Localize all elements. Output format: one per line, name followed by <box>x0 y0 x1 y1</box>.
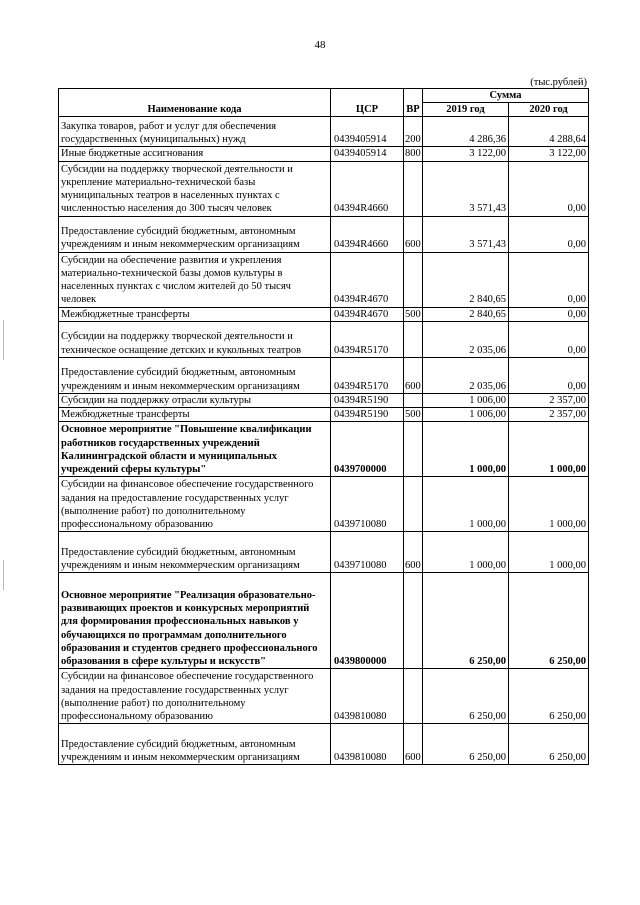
row-vr-cell: 800 <box>405 148 421 160</box>
row-csr-cell: 0439810080 <box>331 724 404 765</box>
table-row <box>59 393 589 407</box>
row-2020-value: 3 122,00 <box>509 147 589 161</box>
row-name-cell: Субсидии на финансовое обеспечение государственного задания на предоставление государственных услуг (выполнение работ) по дополнительному профессиональному образованию <box>59 477 331 532</box>
row-2019-value: 2 840,65 <box>423 307 509 321</box>
row-2019-value: 6 250,00 <box>423 573 509 669</box>
row-name-cell: Межбюджетные трансферты <box>59 408 331 422</box>
row-2020-value: 0,00 <box>509 321 589 357</box>
row-2020-value: 1 000,00 <box>509 422 589 477</box>
table-row <box>59 408 589 422</box>
row-name-cell: Предоставление субсидий бюджетным, автономным учреждениям и иным некоммерческим организациям <box>59 532 331 573</box>
row-vr-cell: 600 <box>404 216 423 252</box>
row-2020-value: 1 000,00 <box>509 532 589 573</box>
table-row <box>59 573 589 669</box>
header-csr: ЦСР <box>331 89 404 117</box>
row-2020-value: 6 250,00 <box>509 573 589 669</box>
row-name-cell: Субсидии на поддержку творческой деятельности и техническое оснащение детских и кукольных театров <box>59 321 331 357</box>
row-vr-cell <box>404 393 423 407</box>
row-2019-value: 1 000,00 <box>423 532 509 573</box>
row-csr-cell: 0439800000 <box>331 573 404 669</box>
row-2019-value: 1 006,00 <box>423 393 509 407</box>
row-2019-value: 6 250,00 <box>423 724 509 765</box>
header-sum: Сумма <box>423 89 589 103</box>
row-vr-cell <box>404 422 423 477</box>
table-row <box>59 147 589 161</box>
row-2019-value: 2 035,06 <box>423 357 509 393</box>
row-csr-cell: 0439810080 <box>331 669 404 724</box>
row-2020-value: 6 250,00 <box>509 669 589 724</box>
row-vr-cell: 600 <box>404 357 423 393</box>
row-name-cell: Межбюджетные трансферты <box>59 307 331 321</box>
row-2019-value: 1 006,00 <box>423 408 509 422</box>
binding-margin-mark <box>3 560 4 590</box>
row-vr-cell: 500 <box>405 308 421 320</box>
row-2020-value: 0,00 <box>509 307 589 321</box>
table-row <box>59 532 589 573</box>
row-vr-cell <box>404 669 423 724</box>
row-csr-cell: 0439710080 <box>331 532 404 573</box>
row-vr-cell: 200 <box>404 117 423 147</box>
table-row <box>59 669 589 724</box>
table-row <box>59 216 589 252</box>
header-vr: ВР <box>404 89 423 117</box>
table-row <box>59 117 589 147</box>
row-csr-cell: 04394R4670 <box>331 252 404 307</box>
table-row <box>59 252 589 307</box>
row-2020-value: 6 250,00 <box>509 724 589 765</box>
row-2020-value: 0,00 <box>509 161 589 216</box>
table-row <box>59 307 589 321</box>
row-name-cell: Субсидии на обеспечение развития и укрепления материально-технической базы домов культуры в населенных пунктах с числом жителей до 50 тысяч человек <box>59 252 331 307</box>
row-csr-cell: 04394R5170 <box>331 357 404 393</box>
budget-table <box>58 88 589 765</box>
table-row <box>59 477 589 532</box>
row-vr-cell <box>404 573 423 669</box>
row-vr-cell <box>404 252 423 307</box>
row-name-cell: Иные бюджетные ассигнования <box>59 147 331 161</box>
row-csr-cell: 04394R5190 <box>331 393 404 407</box>
row-csr-cell: 04394R5190 <box>331 408 404 422</box>
row-vr-cell <box>404 161 423 216</box>
row-2020-value: 0,00 <box>509 252 589 307</box>
row-name-cell: Основное мероприятие "Повышение квалификации работников государственных учреждений Калининградской области и муниципальных учреждений сферы культуры" <box>59 422 331 477</box>
row-name-cell: Предоставление субсидий бюджетным, автономным учреждениям и иным некоммерческим организациям <box>59 357 331 393</box>
row-csr-cell: 0439405914 <box>331 117 404 147</box>
row-name-cell: Предоставление субсидий бюджетным, автономным учреждениям и иным некоммерческим организациям <box>59 216 331 252</box>
row-csr-cell: 04394R4660 <box>331 216 404 252</box>
row-2020-value: 0,00 <box>509 216 589 252</box>
binding-margin-mark <box>3 320 4 360</box>
row-name-cell: Субсидии на финансовое обеспечение государственного задания на предоставление государственных услуг (выполнение работ) по дополнительному профессиональному образованию <box>59 669 331 724</box>
row-vr-cell: 600 <box>404 532 423 573</box>
row-csr-cell: 04394R4670 <box>331 307 404 321</box>
table-row <box>59 161 589 216</box>
row-2019-value: 2 035,06 <box>423 321 509 357</box>
row-csr-cell: 04394R4660 <box>331 161 404 216</box>
table-row <box>59 357 589 393</box>
row-csr-cell: 0439710080 <box>331 477 404 532</box>
row-name-cell: Закупка товаров, работ и услуг для обеспечения государственных (муниципальных) нужд <box>59 117 331 147</box>
header-year-2020: 2020 год <box>509 103 589 117</box>
row-csr-cell: 04394R5170 <box>331 321 404 357</box>
row-csr-cell: 0439405914 <box>331 147 404 161</box>
row-2020-value: 2 357,00 <box>509 393 589 407</box>
page-number: 48 <box>314 39 326 51</box>
row-2019-value: 6 250,00 <box>423 669 509 724</box>
row-2019-value: 2 840,65 <box>423 252 509 307</box>
row-vr-cell <box>404 477 423 532</box>
units-label: (тыс.рублей) <box>530 77 587 88</box>
row-2020-value: 2 357,00 <box>509 408 589 422</box>
row-name-cell: Субсидии на поддержку творческой деятельности и укрепление материально-технической базы муниципальных театров в населенных пунктах с численностью населения до 300 тысяч человек <box>59 161 331 216</box>
row-2020-value: 4 288,64 <box>509 117 589 147</box>
table-row <box>59 724 589 765</box>
row-2020-value: 1 000,00 <box>509 477 589 532</box>
row-name-cell: Субсидии на поддержку отрасли культуры <box>59 393 331 407</box>
row-2019-value: 1 000,00 <box>423 422 509 477</box>
row-name-cell: Предоставление субсидий бюджетным, автономным учреждениям и иным некоммерческим организациям <box>59 724 331 765</box>
row-2019-value: 3 122,00 <box>423 147 509 161</box>
row-vr-cell: 600 <box>404 724 423 765</box>
table-row <box>59 321 589 357</box>
row-name-cell: Основное мероприятие "Реализация образовательно-развивающих проектов и конкурсных мероприятий для формирования профессиональных навыков у обучающихся по программам дополнительного образования и студентов среднего профессионального образования в сфере культуры и искусств" <box>59 573 331 669</box>
row-2019-value: 3 571,43 <box>423 161 509 216</box>
header-year-2019: 2019 год <box>423 103 509 117</box>
row-csr-cell: 0439700000 <box>331 422 404 477</box>
header-name: Наименование кода <box>59 89 331 117</box>
row-2019-value: 1 000,00 <box>423 477 509 532</box>
row-2019-value: 3 571,43 <box>423 216 509 252</box>
table-row <box>59 422 589 477</box>
row-2019-value: 4 286,36 <box>423 117 509 147</box>
row-vr-cell <box>404 321 423 357</box>
row-vr-cell: 500 <box>405 409 421 421</box>
row-2020-value: 0,00 <box>509 357 589 393</box>
